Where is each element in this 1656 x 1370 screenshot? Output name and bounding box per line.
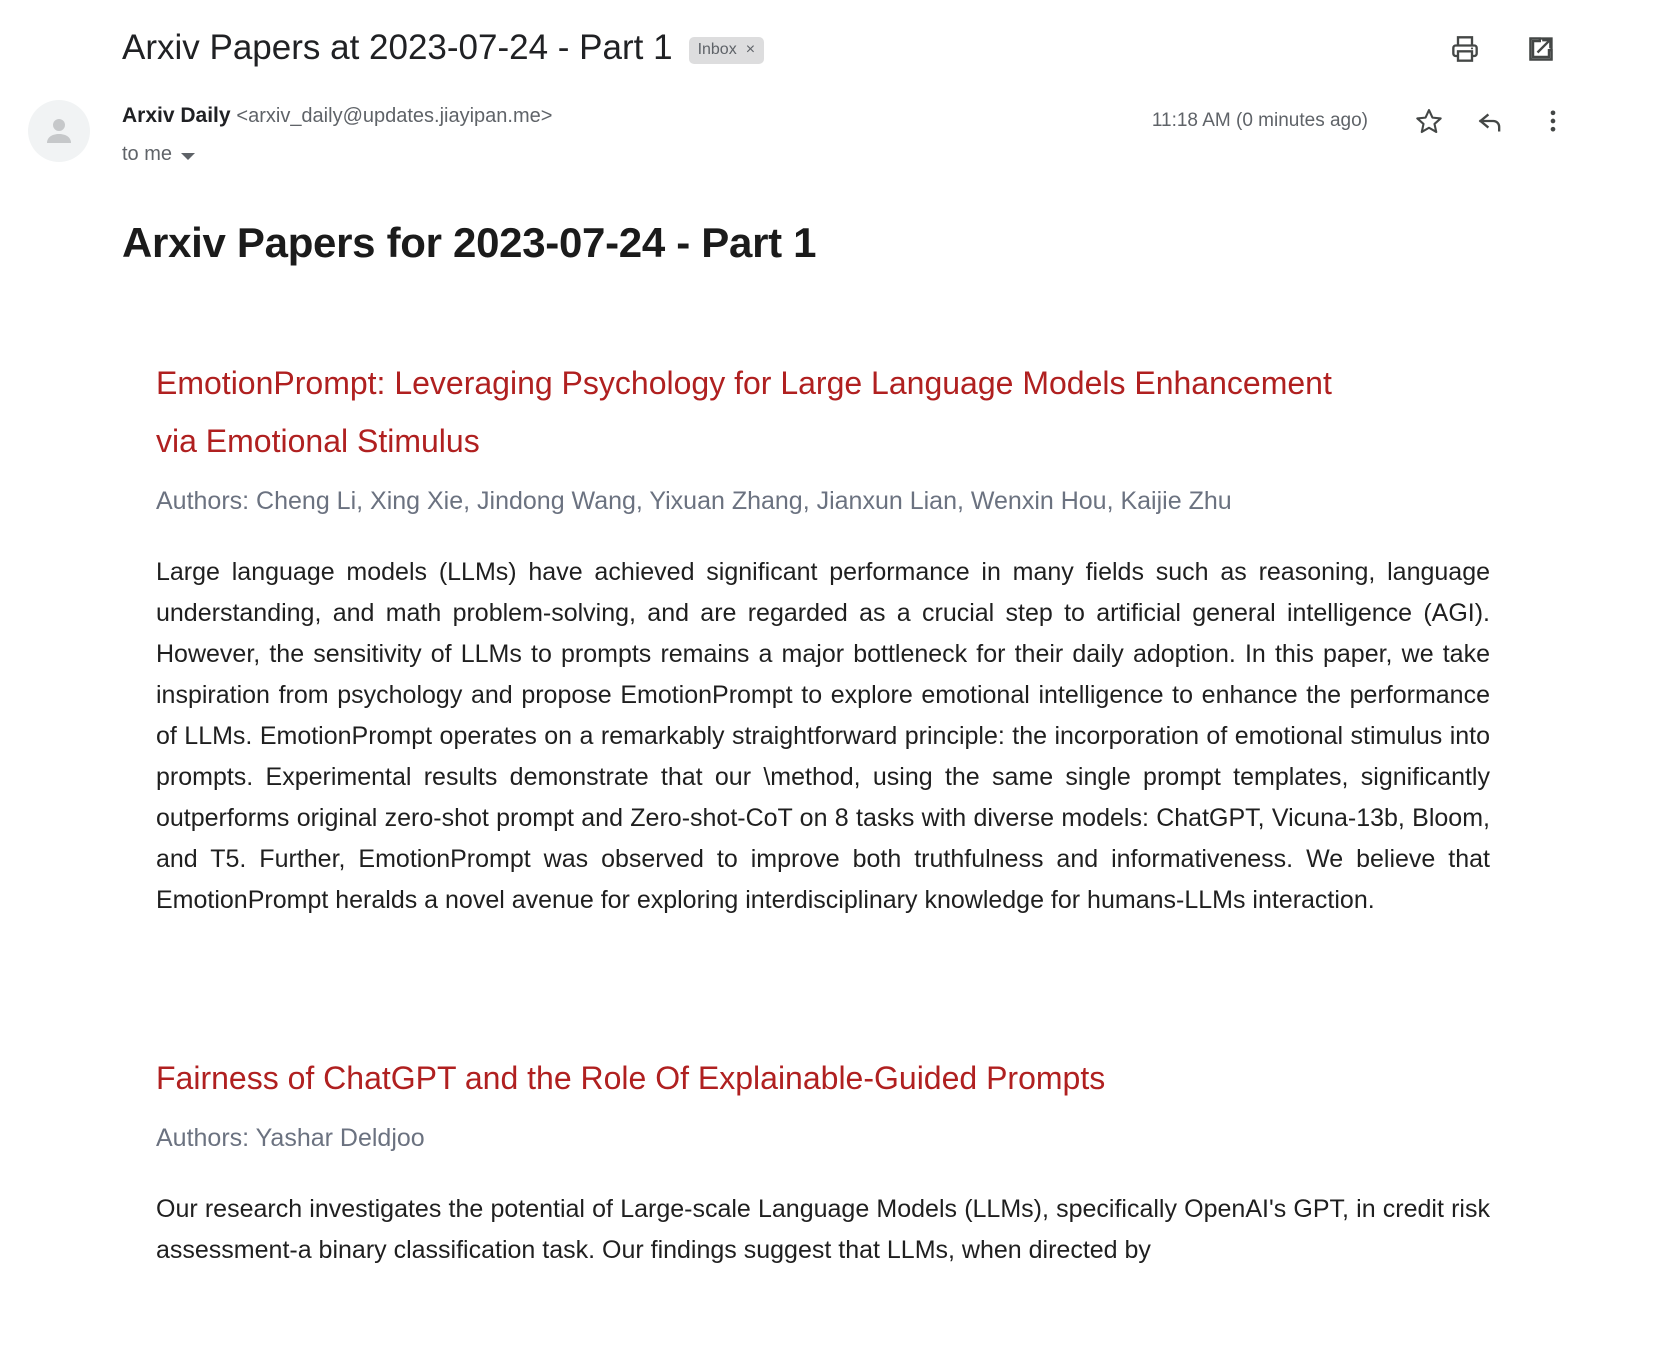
paper-entry	[122, 354, 1516, 921]
subject-row	[0, 0, 1656, 78]
paper-entry	[122, 1049, 1516, 1271]
subject-actions	[1450, 26, 1556, 64]
paper-abstract: Our research investigates the potential of Large-scale Language Models (LLMs), specifically OpenAI's GPT, in credit risk assessment-a binary classification task. Our findings suggest that LLMs, when directed by	[156, 1195, 1490, 1264]
recipient-toggle[interactable]	[122, 142, 195, 166]
sender-name[interactable]: Arxiv Daily	[122, 104, 231, 127]
recipient-label: to me	[122, 143, 173, 165]
body-heading: Arxiv Papers for 2023-07-24 - Part 1	[122, 219, 817, 266]
more-vert-icon[interactable]	[1538, 106, 1568, 136]
open-in-new-icon[interactable]	[1526, 34, 1556, 64]
sender-email: <arxiv_daily@updates.jiayipan.me>	[236, 105, 553, 127]
paper-authors: Authors: Yashar Deldjoo	[156, 1124, 425, 1152]
sender-line	[122, 102, 1152, 130]
avatar	[28, 100, 90, 162]
star-icon[interactable]	[1414, 106, 1444, 136]
print-icon[interactable]	[1450, 34, 1480, 64]
timestamp: 11:18 AM (0 minutes ago)	[1151, 110, 1368, 131]
sender-row	[0, 78, 1656, 166]
page-title: Arxiv Papers at 2023-07-24 - Part 1	[122, 28, 673, 67]
paper-abstract: Large language models (LLMs) have achieved significant performance in many fields such as reasoning, language understanding, and math problem-solving, and are regarded as a crucial step to artificial general intelligence (AGI). However, the sensitivity of LLMs to prompts remains a major bottleneck for their daily adoption. In this paper, we take inspiration from psychology and propose EmotionPrompt to explore emotional intelligence to enhance the performance of LLMs. EmotionPrompt operates on a remarkably straightforward principle: the incorporation of emotional stimulus into prompts. Experimental results demonstrate that our \method, using the same single prompt templates, significantly outperforms original zero-shot prompt and Zero-shot-CoT on 8 tasks with diverse models: ChatGPT, Vicuna-13b, Bloom, and T5. Further, EmotionPrompt was observed to improve both truthfulness and informativeness. We believe that EmotionPrompt heralds a novel avenue for exploring interdisciplinary knowledge for humans-LLMs interaction.	[156, 558, 1490, 914]
message-body	[0, 166, 1656, 1271]
sender-info	[122, 96, 1152, 166]
paper-title-link[interactable]: EmotionPrompt: Leveraging Psychology for Large Language Models Enhancement via Emotional Stimulus	[156, 365, 1332, 459]
chevron-down-icon[interactable]	[181, 153, 195, 160]
subject-left-group	[122, 26, 1450, 70]
sender-actions	[1152, 96, 1568, 136]
close-icon[interactable]: ×	[745, 40, 756, 58]
paper-authors: Authors: Cheng Li, Xing Xie, Jindong Wang, Yixuan Zhang, Jianxun Lian, Wenxin Hou, Kaijie Zhu	[156, 487, 1232, 515]
reply-icon[interactable]	[1476, 106, 1506, 136]
label-chip-text: Inbox	[697, 40, 737, 58]
status-badge[interactable]	[689, 37, 764, 64]
paper-title-link[interactable]: Fairness of ChatGPT and the Role Of Explainable-Guided Prompts	[156, 1060, 1106, 1096]
